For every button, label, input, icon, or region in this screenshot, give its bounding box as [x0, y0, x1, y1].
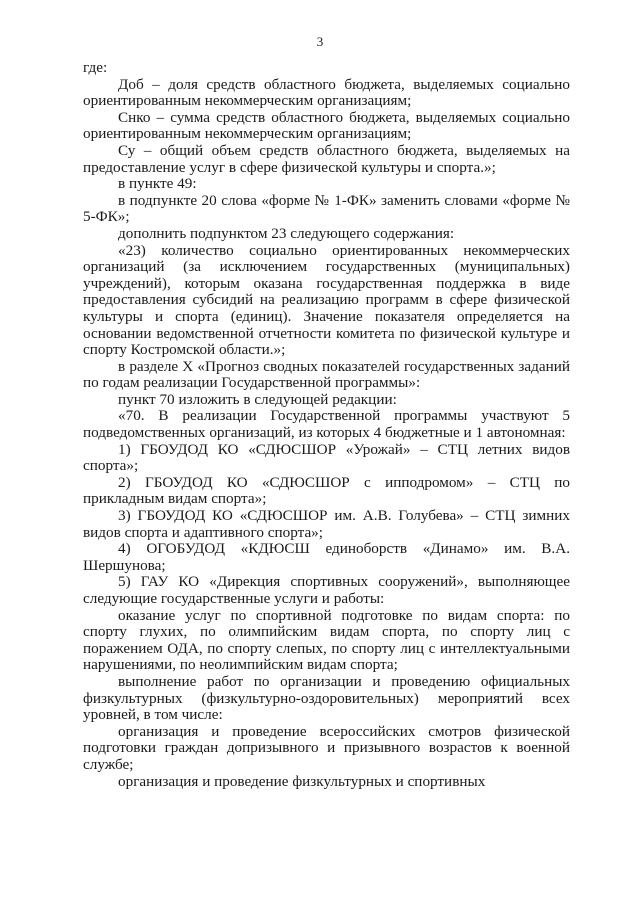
paragraph-item-70: пункт 70 изложить в следующей редакции:: [118, 390, 397, 408]
paragraph-snko-definition: Снко – сумма средств областного бюджета, выделяемых социально ориентированным некоммерческим организациям;: [83, 108, 570, 143]
paragraph-works: выполнение работ по организации и проведению официальных физкультурных (физкультурно-оздоровительных) мероприятий всех уровней, в том числе:: [83, 672, 570, 724]
paragraph-su-definition: Су – общий объем средств областного бюджета, выделяемых на предоставление услуг в сфере физической культуры и спорта.»;: [83, 141, 570, 176]
page-number: 3: [316, 34, 324, 49]
paragraph-add-subitem-23: дополнить подпунктом 23 следующего содержания:: [118, 224, 455, 242]
paragraph-item-70-text: «70. В реализации Государственной программы участвуют 5 подведомственных организаций, из которых 4 бюджетные и 1 автономная:: [83, 407, 570, 442]
paragraph-services: оказание услуг по спортивной подготовке по видам спорта: по спорту глухих, по олимпийским видам спорта, по спорту лиц с поражением ОДА, по спорту слепых, по спорту лиц с интеллектуальными нарушениями, по неолимпийским видам спорта;: [83, 606, 570, 674]
paragraph-where: где:: [83, 59, 108, 76]
paragraph-events-start: организация и проведение физкультурных и спортивных: [118, 772, 486, 790]
paragraph-reviews: организация и проведение всероссийских смотров физической подготовки граждан допризывного и призывного возрастов к военной службе;: [83, 722, 570, 773]
list-item-2: 2) ГБОУДОД КО «СДЮСШОР с ипподромом» – СТЦ по прикладным видам спорта»;: [83, 473, 570, 508]
list-item-4: 4) ОГОБУДОД «КДЮСШ единоборств «Динамо» им. В.А. Шершунова;: [83, 540, 570, 574]
list-item-5: 5) ГАУ КО «Дирекция спортивных сооружений», выполняющее следующие государственные услуги и работы:: [83, 573, 570, 607]
list-item-1: 1) ГБОУДОД КО «СДЮСШОР «Урожай» – СТЦ летних видов спорта»;: [83, 440, 570, 475]
document-body: [83, 60, 570, 790]
paragraph-dob-definition: Доб – доля средств областного бюджета, выделяемых социально ориентированным некоммерческим организациям;: [83, 75, 570, 110]
paragraph-subitem-20: в подпункте 20 слова «форме № 1-ФК» заменить словами «форме № 5-ФК»;: [83, 191, 570, 226]
paragraph-item-49: в пункте 49:: [118, 175, 197, 193]
list-item-3: 3) ГБОУДОД КО «СДЮСШОР им. А.В. Голубева» – СТЦ зимних видов спорта и адаптивного спорта»;: [83, 507, 570, 541]
paragraph-subitem-23-text: «23) количество социально ориентированных некоммерческих организаций (за исключением государственных (муниципальных) учреждений), которым оказана государственная поддержка в виде предоставления субсидий на реализацию программ в сфере физической культуры и спорта (единиц). Значение показателя определяется на основании ведомственной отчетности комитета по физической культуре и спорту Костромской области.»;: [83, 241, 570, 359]
paragraph-section-x: в разделе X «Прогноз сводных показателей государственных заданий по годам реализации Государственной программы»:: [83, 357, 570, 392]
